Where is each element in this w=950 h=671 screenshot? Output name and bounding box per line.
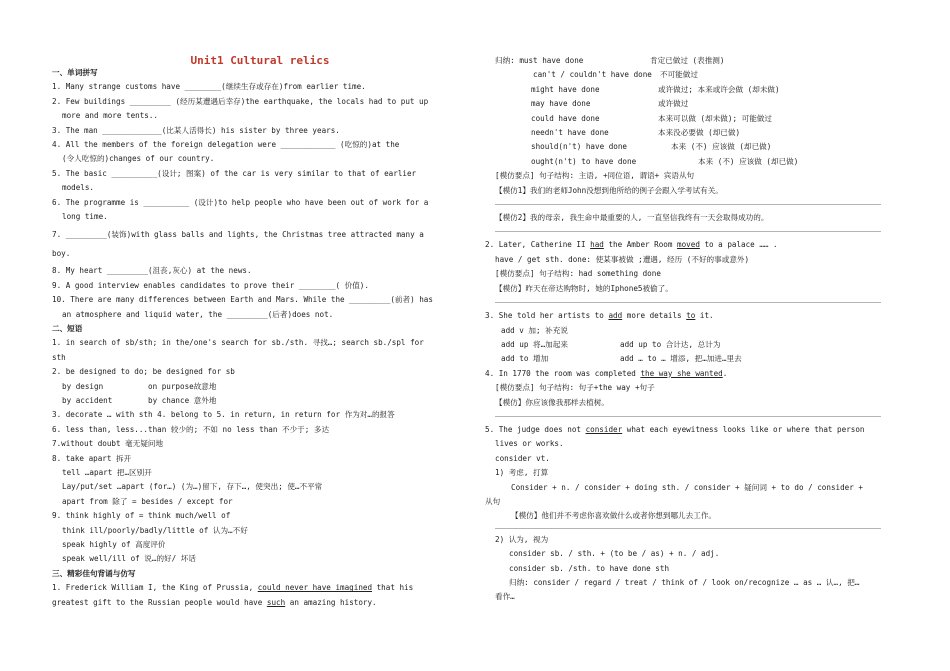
sentence-1-cont-end: an amazing history. [285, 597, 377, 607]
modal-summary-2 [485, 68, 903, 82]
sentence-3 [485, 309, 903, 323]
sentence-5-underlined: consider [585, 424, 623, 434]
imitation-task-5: 【模仿】他们并不考虑你喜欢做什么或者你想到哪儿去工作。 [511, 511, 717, 521]
answer-line [495, 302, 881, 303]
sentence-4-text-end: . [722, 368, 728, 378]
phrase-by-accident: by accident [62, 395, 113, 405]
modal-summary-3 [485, 83, 903, 97]
consider-heading: consider vt. [495, 453, 550, 463]
vocab-item-3: 3. The man _____________(比某人活得长) his sister by three years. [52, 125, 340, 135]
phrase-item-8a: tell …apart 把…区别开 [62, 467, 152, 477]
vocab-item-4: 4. All the members of the foreign delegation were ____________ (吃惊的)at the [52, 140, 400, 150]
sentence-3-text-end: it. [695, 311, 714, 321]
phrase-item-2a [52, 380, 468, 394]
answer-line [495, 231, 881, 232]
vocab-item-2-cont: more and more tents.. [62, 111, 159, 121]
sentence-2-text: 2. Later, Catherine II [485, 240, 591, 250]
sentence-4-text: 4. In 1770 the room was completed [485, 368, 641, 378]
imitation-point-1: [模仿要点] 句子结构: 主语, +同位语, 谓语+ 宾语从句 [495, 171, 695, 181]
sentence-2-text-mid: the Amber Room [603, 240, 678, 250]
section-heading-sentences: 三、精彩佳句背诵与仿写 [52, 568, 136, 578]
phrase-item-9b: speak highly of 高度评价 [62, 540, 166, 549]
sentence-2-text-end: to a palace …… . [699, 240, 778, 250]
imitation-task-4: 【模仿】你应该像我那样去植树。 [495, 397, 609, 407]
modal-form: may have done [531, 99, 591, 109]
sentence-1-underlined-such: such [266, 597, 286, 607]
sentence-3-text: 3. She told her artists to [485, 311, 609, 321]
modal-meaning: 本来没必要做 (却已做) [658, 128, 741, 138]
sentence-2-underlined-had: had [590, 240, 604, 250]
imitation-task-1: 【模仿1】我们的老师John没想到他所给的例子会跟入学考试有关。 [495, 185, 723, 195]
modal-meaning: 本来 (不) 应该做 (却已做) [671, 142, 772, 152]
sentence-2-underlined-moved: moved [677, 240, 700, 250]
sentence-4-underlined: the way she wanted [640, 368, 723, 378]
vocab-item-8: 8. My heart _________(沮丧,灰心) at the news. [52, 266, 252, 276]
sentence-5-cont: lives or works. [495, 439, 564, 449]
phrase-add-to-left: add to 增加 [501, 354, 549, 364]
consider-meaning-2: 2) 认为, 视为 [495, 534, 549, 544]
phrase-item-1-cont: sth [52, 352, 66, 362]
sentence-3-underlined-add: add [608, 311, 623, 321]
phrase-item-8b: Lay/put/set …apart (for…) (为…)留下, 存下…, 使突出; 使…不平常 [62, 482, 323, 492]
modal-meaning: 本来可以做 (却未做); 可能做过 [658, 113, 772, 123]
vocab-item-10-cont: an atmosphere and liquid water, the _________(后者)does not. [62, 309, 334, 319]
modal-form: 归纳: must have done [495, 56, 584, 65]
sentence-5-text-end: what each eyewitness looks like or where that person [622, 424, 865, 434]
phrase-add-up [485, 338, 903, 352]
imitation-point-4: [模仿要点] 句子结构: 句子+the way +句子 [495, 383, 655, 393]
consider-usage-2: consider sb. / sth. + (to be / as) + n. / adj. [509, 549, 720, 559]
phrase-item-6: 6. less than, less...than 较少的; 不如 no less than 不少于; 多达 [52, 424, 330, 434]
modal-summary-5 [485, 112, 903, 126]
phrase-item-1: 1. in search of sb/sth; in the/one's search for sb./sth. 寻找…; search sb./spl for [52, 338, 424, 348]
vocab-item-4-cont: (令人吃惊的)changes of our country. [62, 154, 215, 164]
phrase-add-to-right: add … to … 增添, 把…加进…里去 [620, 354, 742, 364]
sentence-5-text: 5. The judge does not [485, 424, 586, 434]
phrase-add-to [485, 352, 903, 366]
sentence-1-cont-text: greatest gift to the Russian people would have [52, 597, 267, 607]
section-heading-vocabulary: 一、单词拼写 [52, 68, 98, 77]
phrase-item-9a: think ill/poorly/badly/little of 认为…不好 [62, 525, 248, 535]
vocab-item-5-cont: models. [62, 183, 95, 193]
modal-meaning: 不可能做过 [660, 70, 698, 80]
phrase-on-purpose: on purpose故意地 [148, 381, 217, 391]
answer-line [495, 416, 881, 417]
sentence-1-text-end: that his [372, 583, 414, 593]
phrase-add-up-right: add up to 合计达, 总计为 [620, 339, 721, 349]
imitation-task-3: 【模仿】昨天在帝达购物时, 她的Iphone5被偷了。 [495, 283, 673, 293]
phrase-item-3: 3. decorate … with sth 4. belong to 5. in return, in return for 作为对…的报答 [52, 410, 395, 420]
modal-meaning: 或许做过; 本来或许会做 (却未做) [658, 84, 780, 94]
sentence-5 [485, 423, 903, 437]
vocab-item-1: 1. Many strange customs have ________(继续生存或存在)from earlier time. [52, 82, 366, 92]
answer-line [495, 528, 881, 529]
sentence-3-text-mid: more details [622, 311, 687, 321]
consider-usage-1-cont: 从句 [485, 496, 501, 506]
modal-meaning: 或许做过 [658, 99, 689, 109]
modal-meaning: 肯定已做过 (表推测) [650, 56, 725, 65]
imitation-task-2: 【模仿2】我的母亲, 我生命中最重要的人, 一直坚信我终有一天会取得成功的。 [495, 213, 769, 223]
answer-line [495, 204, 881, 205]
phrase-item-8c: apart from 除了 = besides / except for [62, 496, 233, 506]
sentence-3-note: add v 加; 补充说 [501, 325, 568, 335]
sentence-1-cont [52, 596, 468, 610]
modal-form: could have done [531, 113, 600, 123]
imitation-point-2: [模仿要点] 句子结构: had something done [495, 269, 661, 279]
modal-summary-7 [485, 140, 903, 154]
phrase-item-2: 2. be designed to do; be designed for sb [52, 367, 235, 377]
vocab-item-6-cont: long time. [62, 212, 108, 222]
sentence-1 [52, 581, 468, 595]
phrase-item-8: 8. take apart 拆开 [52, 453, 132, 463]
phrase-item-9: 9. think highly of = think much/well of [52, 511, 231, 521]
consider-usage-3: consider sb. /sth. to have done sth [509, 563, 670, 573]
vocab-item-7: 7. _________(装饰)with glass balls and lights, the Christmas tree attracted many a [52, 230, 424, 240]
phrase-by-design: by design [62, 381, 104, 391]
vocab-item-5: 5. The basic __________(设计; 图案) of the car is very similar to that of earlier [52, 168, 417, 178]
modal-form: might have done [531, 84, 600, 94]
modal-meaning: 本来 (不) 应该做 (却已做) [698, 156, 799, 166]
phrase-add-up-left: add up 将…加起来 [501, 339, 568, 349]
sentence-4 [485, 367, 903, 381]
consider-usage-1: Consider + n. / consider + doing sth. / consider + 疑问词 + to do / consider + [511, 482, 863, 492]
phrase-item-9c: speak well/ill of 说…的好/ 坏话 [62, 554, 196, 564]
sentence-1-underlined: could never have imagined [257, 583, 373, 593]
sentence-2 [485, 238, 903, 252]
consider-summary-cont: 看作… [495, 592, 515, 602]
section-heading-phrases: 二、短语 [52, 323, 83, 333]
modal-form: can't / couldn't have done [533, 70, 652, 80]
modal-summary-4 [485, 97, 903, 111]
sentence-2-note: have / get sth. done: 使某事被做 ;遭遇, 经历 (不好的事或意外) [495, 254, 750, 264]
modal-form: needn't have done [531, 128, 609, 138]
sentence-3-underlined-to: to [686, 311, 696, 321]
modal-summary-8 [485, 155, 903, 169]
consider-summary: 归纳: consider / regard / treat / think of / look on/recognize … as … 认…, 把… [509, 578, 860, 587]
vocab-item-10: 10. There are many differences between Earth and Mars. While the _________(前者) has [52, 295, 433, 305]
phrase-by-chance: by chance 意外地 [148, 395, 217, 405]
vocab-item-7-cont: boy. [52, 248, 71, 258]
modal-summary-6 [485, 126, 903, 140]
consider-meaning-1: 1) 考虑, 打算 [495, 468, 549, 478]
modal-form: should(n't) have done [531, 142, 628, 152]
modal-form: ought(n't) to have done [531, 156, 637, 166]
sentence-1-text: 1. Frederick William I, the King of Prussia, [52, 583, 258, 593]
phrase-item-7: 7.without doubt 毫无疑问地 [52, 439, 164, 449]
vocab-item-6: 6. The programme is __________ (设计)to help people who have been out of work for a [52, 197, 429, 207]
modal-summary-1 [485, 54, 903, 68]
page-title: Unit1 Cultural relics [190, 54, 330, 67]
vocab-item-9: 9. A good interview enables candidates to prove their ________( 价值). [52, 280, 369, 290]
phrase-item-2b [52, 394, 468, 408]
vocab-item-2: 2. Few buildings _________ (经历某遭遇后幸存)the earthquake, the locals had to put up [52, 96, 429, 106]
